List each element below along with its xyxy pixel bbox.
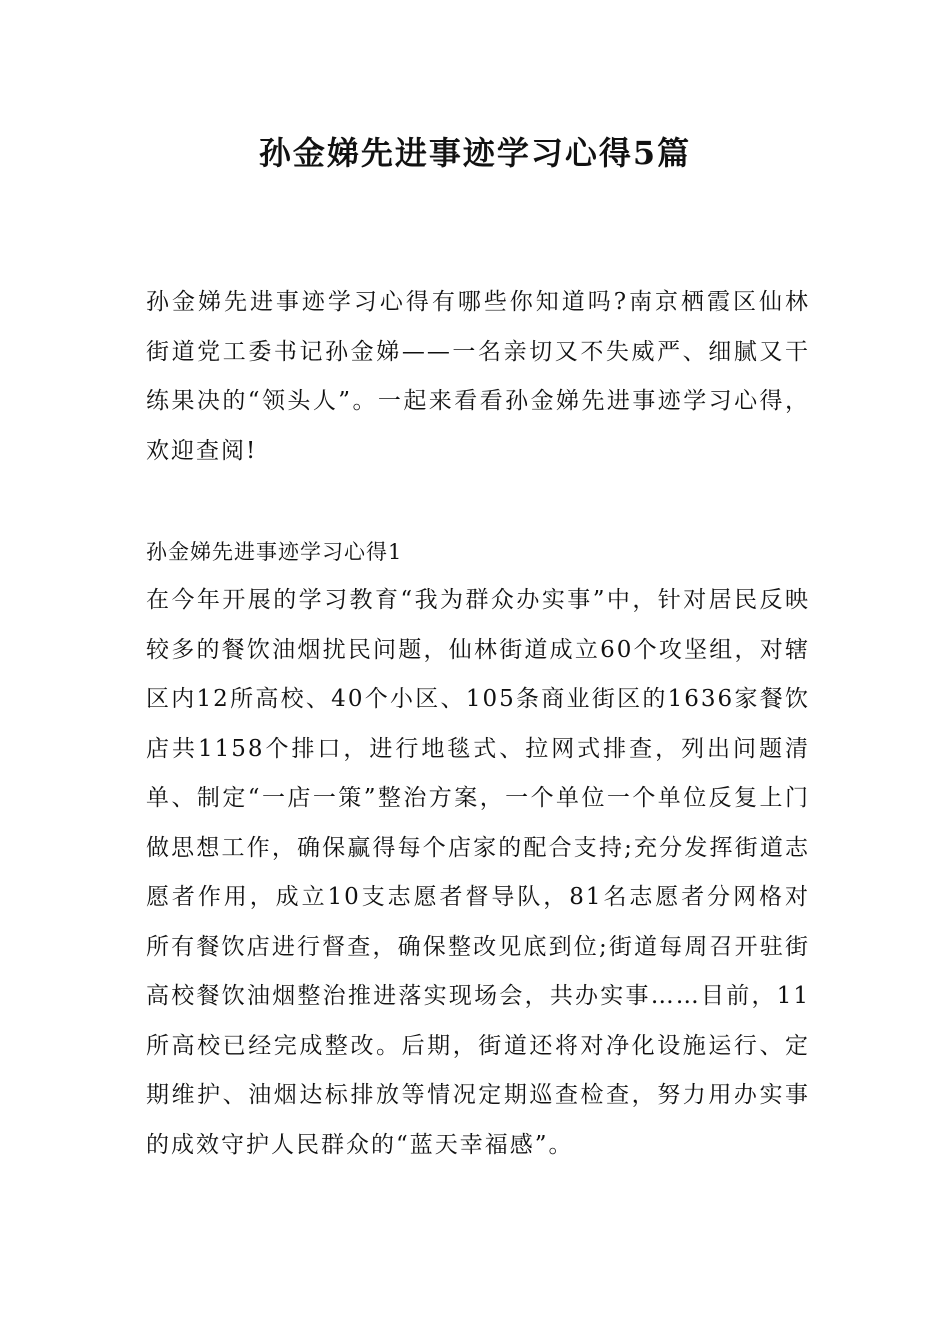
section-paragraph: 在今年开展的学习教育“我为群众办实事”中，针对居民反映较多的餐饮油烟扰民问题，仙林街道成立60个攻坚组，对辖区内12所高校、40个小区、105条商业街区的1636家餐饮店共1158个排口，进行地毯式、拉网式排查，列出问题清单、制定“一店一策”整治方案，一个单位一个单位反复上门做思想工作，确保赢得每个店家的配合支持;充分发挥街道志愿者作用，成立10支志愿者督导队，81名志愿者分网格对所有餐饮店进行督查，确保整改见底到位;街道每周召开驻街高校餐饮油烟整治推进落实现场会，共办实事……目前，11所高校已经完成整改。后期，街道还将对净化设施运行、定期维护、油烟达标排放等情况定期巡查检查，努力用办实事的成效守护人民群众的“蓝天幸福感”。 (146, 587, 810, 1158)
section-heading: 孙金娣先进事迹学习心得1 (146, 540, 403, 564)
intro-paragraph: 孙金娣先进事迹学习心得有哪些你知道吗?南京栖霞区仙林街道党工委书记孙金娣——一名亲切又不失威严、细腻又干练果决的“领头人”。一起来看看孙金娣先进事迹学习心得，欢迎查阅! (146, 289, 810, 464)
document-title: 孙金娣先进事迹学习心得5篇 (258, 134, 692, 172)
